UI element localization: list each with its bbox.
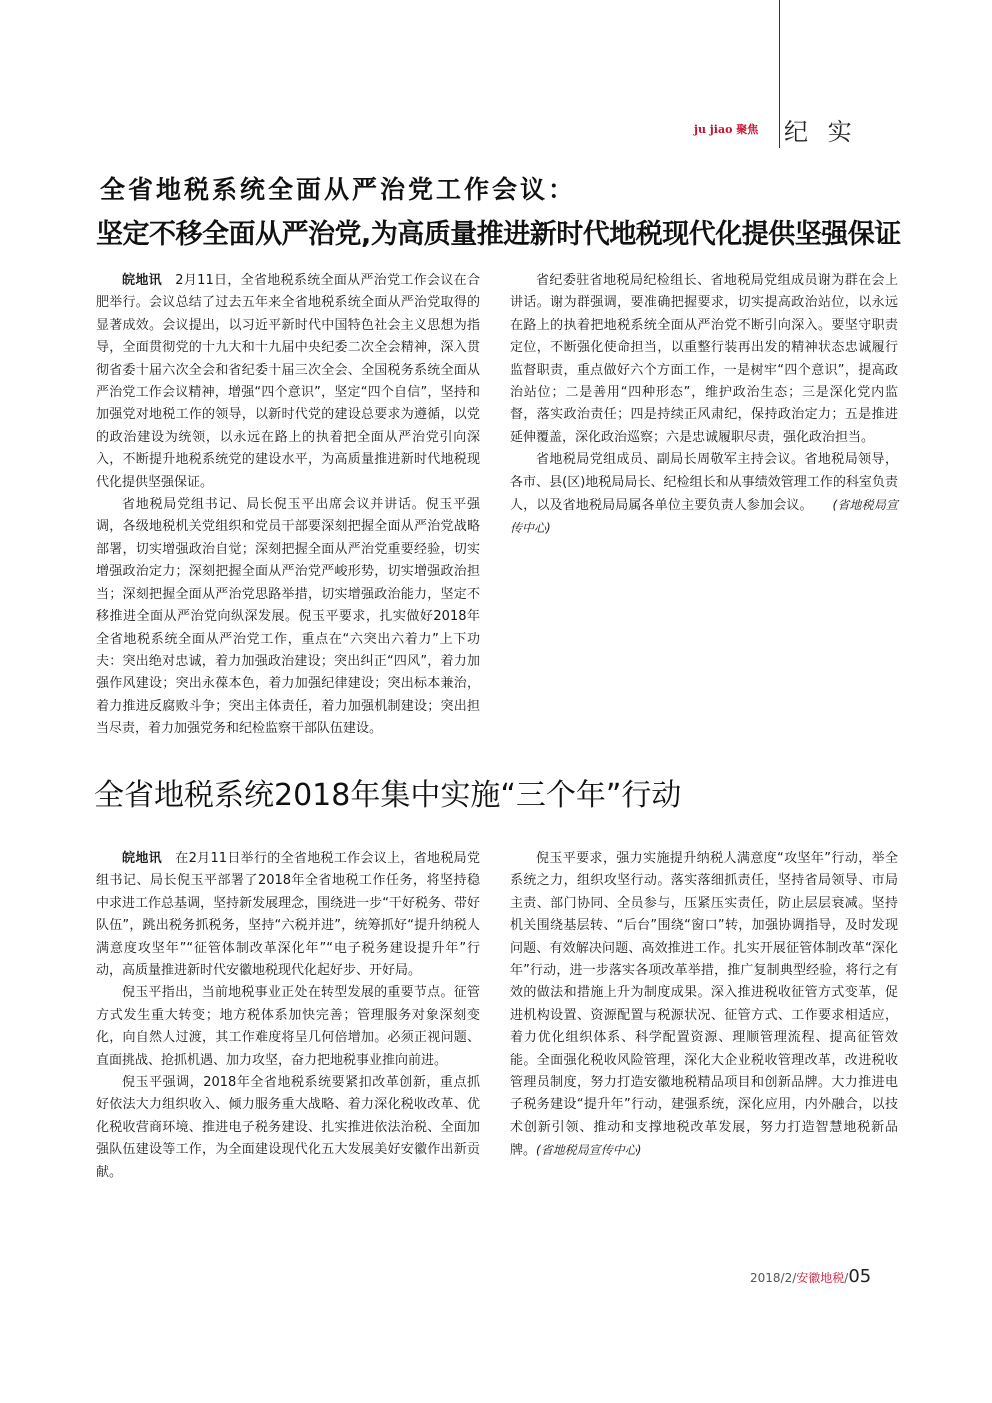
article1-para3: 省纪委驻省地税局纪检组长、省地税局党组成员谢为群在会上讲话。谢为群强调，要准确把握要求，切实提高政治站位，以永远在路上的执着把地税系统全面从严治党不断引向深入。要坚守职责定位，不断强化使命担当，以重整行装再出发的精神状态忠诚履行监督职责，重点做好六个方面工作，一是树牢“四个意识”，提高政治站位；二是善用“四种形态”，维护政治生态；三是深化党内监督，落实政治责任；四是持续正风肃纪，保持政治定力；五是推进延伸覆盖，深化政治巡察；六是忠诚履职尽责，强化政治担当。 <box>510 273 898 445</box>
article1-byline: 皖地讯 <box>122 273 162 288</box>
page-number: 05 <box>848 1266 872 1287</box>
article2-para3: 倪玉平强调，2018年全省地税系统要紧扣改革创新，重点抓好依法大力组织收入、倾力服务重大战略、着力深化税收改革、优化税收营商环境、推进电子税务建设、扎实推进依法治税、全面加强队伍建设等工作，为全面建设现代化五大发展美好安徽作出新贡献。 <box>96 1075 480 1180</box>
article1-para2: 省地税局党组书记、局长倪玉平出席会议并讲话。倪玉平强调，各级地税机关党组织和党员干部要深刻把握全面从严治党战略部署，切实增强政治自觉；深刻把握全面从严治党重要经验，切实增强政治定力；深刻把握全面从严治党严峻形势，切实增强政治担当；深刻把握全面从严治党思路举措，切实增强政治能力，坚定不移推进全面从严治党向纵深发展。倪玉平要求，扎实做好2018年全省地税系统全面从严治党工作，重点在“六突出六着力”上下功夫：突出绝对忠诚，着力加强政治建设；突出纠正“四风”，着力加强作风建设；突出永葆本色，着力加强纪律建设；突出标本兼治，着力推进反腐败斗争；突出主体责任，着力加强机制建设；突出担当尽责，着力加强党务和纪检监察干部队伍建设。 <box>96 497 480 737</box>
page-footer <box>750 1266 871 1287</box>
article2-byline: 皖地讯 <box>122 851 162 866</box>
article2-title: 全省地税系统2018年集中实施“三个年”行动 <box>94 778 682 813</box>
article2-column-left <box>96 848 480 1184</box>
section-label-cn: 纪 实 <box>784 118 858 146</box>
footer-magazine: 安徽地税 <box>796 1271 845 1285</box>
article1-column-left <box>96 270 480 741</box>
article2-para1: 皖地讯 在2月11日举行的全省地税工作会议上，省地税局党组书记、局长倪玉平部署了2018年全省地税工作任务，将坚持稳中求进工作总基调，坚持新发展理念，围绕进一步“干好税务、带好队伍”，跳出税务抓税务，坚持“六税并进”，统筹抓好“提升纳税人满意度攻坚年”“征管体制改革深化年”“电子税务建设提升年”行动，高质量推进新时代安徽地税现代化起好步、开好局。 <box>96 851 480 979</box>
footer-date: 2018/2/ <box>750 1271 797 1285</box>
article1-para1: 皖地讯 2月11日，全省地税系统全面从严治党工作会议在合肥举行。会议总结了过去五年来全省地税系统全面从严治党取得的显著成效。会议提出，以习近平新时代中国特色社会主义思想为指导，全面贯彻党的十九大和十九届中央纪委二次全会精神，深入贯彻省委十届六次全会和省纪委十届三次全会、全国税务系统全面从严治党工作会议精神，增强“四个意识”，坚定“四个自信”，坚持和加强党对地税工作的领导，以新时代党的建设总要求为遵循，以党的政治建设为统领，以永远在路上的执着把全面从严治党引向深入，不断提升地税系统党的建设水平，为高质量推进新时代地税现代化提供坚强保证。 <box>96 273 480 490</box>
article1-title-line1: 全省地税系统全面从严治党工作会议： <box>100 175 577 204</box>
article2-credit: (省地税局宣传中心) <box>536 1143 642 1158</box>
section-label-en: ju jiao 聚焦 <box>694 123 759 136</box>
article2-para4: 倪玉平要求，强力实施提升纳税人满意度“攻坚年”行动，举全系统之力，组织攻坚行动。落实落细抓责任，坚持省局领导、市局主责、部门协同、全员参与，压紧压实责任，防止层层衰减。坚持机关围绕基层转、“后台”围绕“窗口”转，加强协调指导，及时发现问题、有效解决问题、高效推进工作。扎实开展征管体制改革“深化年”行动，进一步落实各项改革举措，推广复制典型经验，将行之有效的做法和措施上升为制度成果。深入推进税收征管方式变革，促进机构设置、资源配置与税源状况、征管方式、工作要求相适应，着力优化组织体系、科学配置资源、理顺管理流程、提高征管效能。全面强化税收风险管理，深化大企业税收管理改革，改进税收管理员制度，努力打造安徽地税精品项目和创新品牌。大力推进电子税务建设“提升年”行动，建强系统，深化应用，内外融合，以技术创新引领、推动和支撑地税改革发展，努力打造智慧地税新品牌。(省地税局宣传中心) <box>510 851 898 1159</box>
article1-para4: 省地税局党组成员、副局长周敬军主持会议。省地税局领导，各市、县(区)地税局局长、纪检组长和从事绩效管理工作的科室负责人，以及省地税局局属各单位主要负责人参加会议。 (省地税局宣传中心) <box>510 452 898 536</box>
article1-column-right <box>510 270 898 541</box>
footer-separator: / <box>844 1271 849 1285</box>
article1-title-line2: 坚定不移全面从严治党,为高质量推进新时代地税现代化提供坚强保证 <box>96 219 901 250</box>
header-divider <box>779 0 780 148</box>
article1-credit: (省地税局宣传中心) <box>510 498 898 536</box>
article2-para2: 倪玉平指出，当前地税事业正处在转型发展的重要节点。征管方式发生重大转变；地方税体系加快完善；管理服务对象深刻变化，向自然人过渡，其工作难度将呈几何倍增加。必须正视问题、直面挑战、抢抓机遇、加力攻坚，奋力把地税事业推向前进。 <box>96 985 480 1068</box>
article2-column-right <box>510 848 898 1163</box>
